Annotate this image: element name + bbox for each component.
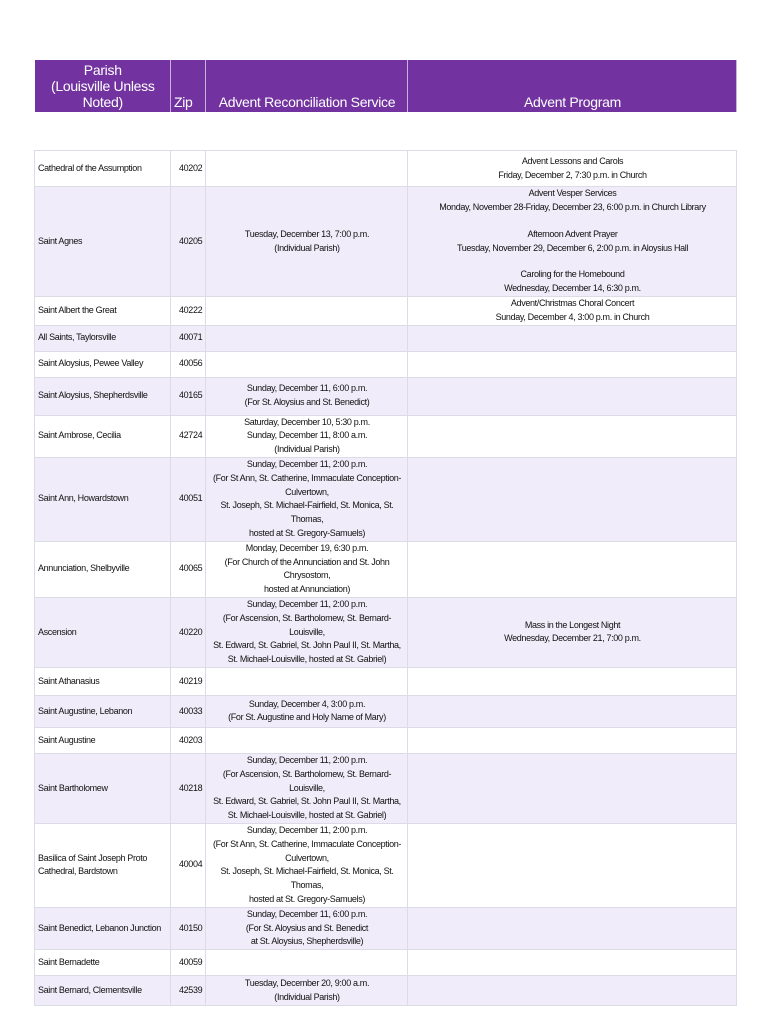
parish-cell: Saint Ambrose, Cecilia <box>35 415 171 457</box>
program-gap <box>411 215 734 228</box>
table-row <box>35 151 737 187</box>
reconciliation-line: Sunday, December 11, 6:00 p.m. <box>246 908 368 919</box>
advent-schedule-table <box>34 60 737 1006</box>
program-cell <box>408 187 737 297</box>
table-row <box>35 667 737 695</box>
zip-cell: 40205 <box>171 187 206 297</box>
parish-cell: Ascension <box>35 597 171 667</box>
reconciliation-line: Sunday, December 11, 2:00 p.m. <box>246 458 368 469</box>
reconciliation-line: (Individual Parish) <box>274 991 340 1002</box>
reconciliation-cell <box>206 541 408 597</box>
table-row <box>35 976 737 1006</box>
reconciliation-line: (Individual Parish) <box>274 242 340 253</box>
reconciliation-line: St. Michael-Louisville, hosted at St. Gabriel) <box>227 810 387 821</box>
zip-cell: 42539 <box>171 976 206 1006</box>
reconciliation-line: hosted at Annunciation) <box>263 584 351 595</box>
parish-cell: Saint Bernard, Clementsville <box>35 976 171 1006</box>
zip-cell: 40065 <box>171 541 206 597</box>
program-line: Mass in the Longest Night <box>524 619 621 630</box>
program-cell <box>408 541 737 597</box>
reconciliation-cell <box>206 187 408 297</box>
zip-cell: 40222 <box>171 297 206 326</box>
table-row <box>35 907 737 949</box>
zip-cell: 40203 <box>171 727 206 753</box>
reconciliation-cell <box>206 753 408 823</box>
zip-cell: 40051 <box>171 457 206 541</box>
parish-cell: Saint Aloysius, Pewee Valley <box>35 351 171 377</box>
reconciliation-cell <box>206 976 408 1006</box>
reconciliation-cell <box>206 351 408 377</box>
reconciliation-line: (Individual Parish) <box>274 444 340 455</box>
zip-cell: 40033 <box>171 695 206 727</box>
table-row <box>35 597 737 667</box>
reconciliation-line: (For Ascension, St. Bartholomew, St. Bernard-Louisville, <box>222 612 392 637</box>
reconciliation-cell <box>206 727 408 753</box>
program-line: Tuesday, November 29, December 6, 2:00 p.m. in Aloysius Hall <box>456 242 689 253</box>
reconciliation-cell <box>206 297 408 326</box>
program-line: Advent Vesper Services <box>528 188 617 199</box>
zip-cell: 40219 <box>171 667 206 695</box>
table-row <box>35 351 737 377</box>
table-row <box>35 415 737 457</box>
reconciliation-cell <box>206 457 408 541</box>
table-row <box>35 297 737 326</box>
reconciliation-line: (For St. Aloysius and St. Benedict) <box>244 397 370 408</box>
reconciliation-line: St. Edward, St. Gabriel, St. John Paul II, St. Martha, <box>213 796 401 807</box>
program-cell <box>408 753 737 823</box>
parish-cell: Saint Augustine, Lebanon <box>35 695 171 727</box>
reconciliation-line: Tuesday, December 13, 7:00 p.m. <box>244 228 370 239</box>
program-cell <box>408 377 737 415</box>
program-cell <box>408 351 737 377</box>
program-cell <box>408 976 737 1006</box>
program-line: Caroling for the Homebound <box>520 269 625 280</box>
reconciliation-line: hosted at St. Gregory-Samuels) <box>248 527 366 538</box>
program-cell <box>408 297 737 326</box>
program-cell <box>408 907 737 949</box>
program-cell <box>408 823 737 907</box>
reconciliation-line: at St. Aloysius, Shepherdsville) <box>250 936 364 947</box>
program-line: Sunday, December 4, 3:00 p.m. in Church <box>495 311 650 322</box>
reconciliation-cell <box>206 325 408 351</box>
table-row <box>35 727 737 753</box>
reconciliation-cell <box>206 377 408 415</box>
parish-cell: Saint Bartholomew <box>35 753 171 823</box>
header-zip: Zip <box>171 60 206 112</box>
header-parish-line2: (Louisville Unless Noted) <box>50 78 155 110</box>
reconciliation-line: St. Edward, St. Gabriel, St. John Paul II, St. Martha, <box>213 640 401 651</box>
reconciliation-cell <box>206 950 408 976</box>
zip-cell: 40056 <box>171 351 206 377</box>
program-cell <box>408 950 737 976</box>
reconciliation-line: St. Joseph, St. Michael-Fairfield, St. Monica, St. Thomas, <box>220 500 394 525</box>
reconciliation-line: (For St. Aloysius and St. Benedict <box>245 922 369 933</box>
reconciliation-cell <box>206 151 408 187</box>
table-row <box>35 325 737 351</box>
reconciliation-cell <box>206 415 408 457</box>
reconciliation-cell <box>206 695 408 727</box>
program-line: Afternoon Advent Prayer <box>527 228 618 239</box>
parish-cell: Saint Albert the Great <box>35 297 171 326</box>
reconciliation-line: St. Michael-Louisville, hosted at St. Gabriel) <box>227 654 387 665</box>
reconciliation-line: (For St. Augustine and Holy Name of Mary) <box>228 712 386 723</box>
table-row <box>35 695 737 727</box>
program-line: Friday, December 2, 7:30 p.m. in Church <box>498 169 647 180</box>
program-line: Monday, November 28-Friday, December 23, 6:00 p.m. in Church Library <box>439 201 706 212</box>
parish-cell: Basilica of Saint Joseph Proto Cathedral, Bardstown <box>35 823 171 907</box>
reconciliation-line: Tuesday, December 20, 9:00 a.m. <box>244 977 370 988</box>
program-cell <box>408 415 737 457</box>
reconciliation-line: Sunday, December 11, 2:00 p.m. <box>246 824 368 835</box>
table-row <box>35 823 737 907</box>
table-row <box>35 187 737 297</box>
header-reconciliation: Advent Reconciliation Service <box>206 60 408 112</box>
table-row <box>35 753 737 823</box>
spacer-row <box>35 112 737 151</box>
reconciliation-line: (For Ascension, St. Bartholomew, St. Bernard-Louisville, <box>222 768 392 793</box>
reconciliation-line: (For Church of the Annunciation and St. John Chrysostom, <box>224 556 390 581</box>
table-row <box>35 950 737 976</box>
reconciliation-cell <box>206 907 408 949</box>
zip-cell: 40150 <box>171 907 206 949</box>
reconciliation-line: Sunday, December 11, 6:00 p.m. <box>246 383 368 394</box>
zip-cell: 40004 <box>171 823 206 907</box>
program-line: Wednesday, December 14, 6:30 p.m. <box>504 283 641 294</box>
table-body <box>35 112 737 1006</box>
program-line: Wednesday, December 21, 7:00 p.m. <box>504 633 641 644</box>
parish-cell: Saint Augustine <box>35 727 171 753</box>
header-row <box>35 60 737 112</box>
header-parish-line1: Parish <box>83 62 122 78</box>
program-cell <box>408 151 737 187</box>
table-row <box>35 457 737 541</box>
reconciliation-line: Monday, December 19, 6:30 p.m. <box>245 542 369 553</box>
table-row <box>35 377 737 415</box>
zip-cell: 40202 <box>171 151 206 187</box>
schedule-page <box>34 60 736 1006</box>
program-line: Advent Lessons and Carols <box>521 155 624 166</box>
program-cell <box>408 325 737 351</box>
reconciliation-line: Sunday, December 11, 8:00 a.m. <box>246 430 368 441</box>
reconciliation-cell <box>206 823 408 907</box>
reconciliation-cell <box>206 667 408 695</box>
reconciliation-line: Sunday, December 11, 2:00 p.m. <box>246 754 368 765</box>
reconciliation-line: (For St Ann, St. Catherine, Immaculate Conception-Culvertown, <box>212 472 402 497</box>
zip-cell: 42724 <box>171 415 206 457</box>
parish-cell: Saint Benedict, Lebanon Junction <box>35 907 171 949</box>
program-cell <box>408 457 737 541</box>
program-cell <box>408 597 737 667</box>
header-parish <box>35 60 171 112</box>
program-line: Advent/Christmas Choral Concert <box>510 298 635 308</box>
reconciliation-line: Saturday, December 10, 5:30 p.m. <box>244 416 370 427</box>
program-cell <box>408 727 737 753</box>
parish-cell: Cathedral of the Assumption <box>35 151 171 187</box>
program-gap <box>411 255 734 268</box>
parish-cell: Saint Ann, Howardstown <box>35 457 171 541</box>
reconciliation-line: hosted at St. Gregory-Samuels) <box>248 893 366 904</box>
parish-cell: Saint Agnes <box>35 187 171 297</box>
reconciliation-line: (For St Ann, St. Catherine, Immaculate Conception-Culvertown, <box>212 838 402 863</box>
reconciliation-line: Sunday, December 4, 3:00 p.m. <box>248 698 366 709</box>
parish-cell: Saint Aloysius, Shepherdsville <box>35 377 171 415</box>
reconciliation-line: Sunday, December 11, 2:00 p.m. <box>246 598 368 609</box>
parish-cell: Saint Bernadette <box>35 950 171 976</box>
zip-cell: 40220 <box>171 597 206 667</box>
program-cell <box>408 695 737 727</box>
parish-cell: All Saints, Taylorsville <box>35 325 171 351</box>
parish-cell: Saint Athanasius <box>35 667 171 695</box>
program-cell <box>408 667 737 695</box>
zip-cell: 40059 <box>171 950 206 976</box>
table-row <box>35 541 737 597</box>
header-program: Advent Program <box>408 60 737 112</box>
reconciliation-cell <box>206 597 408 667</box>
zip-cell: 40218 <box>171 753 206 823</box>
reconciliation-line: St. Joseph, St. Michael-Fairfield, St. Monica, St. Thomas, <box>220 866 394 891</box>
zip-cell: 40165 <box>171 377 206 415</box>
zip-cell: 40071 <box>171 325 206 351</box>
parish-cell: Annunciation, Shelbyville <box>35 541 171 597</box>
